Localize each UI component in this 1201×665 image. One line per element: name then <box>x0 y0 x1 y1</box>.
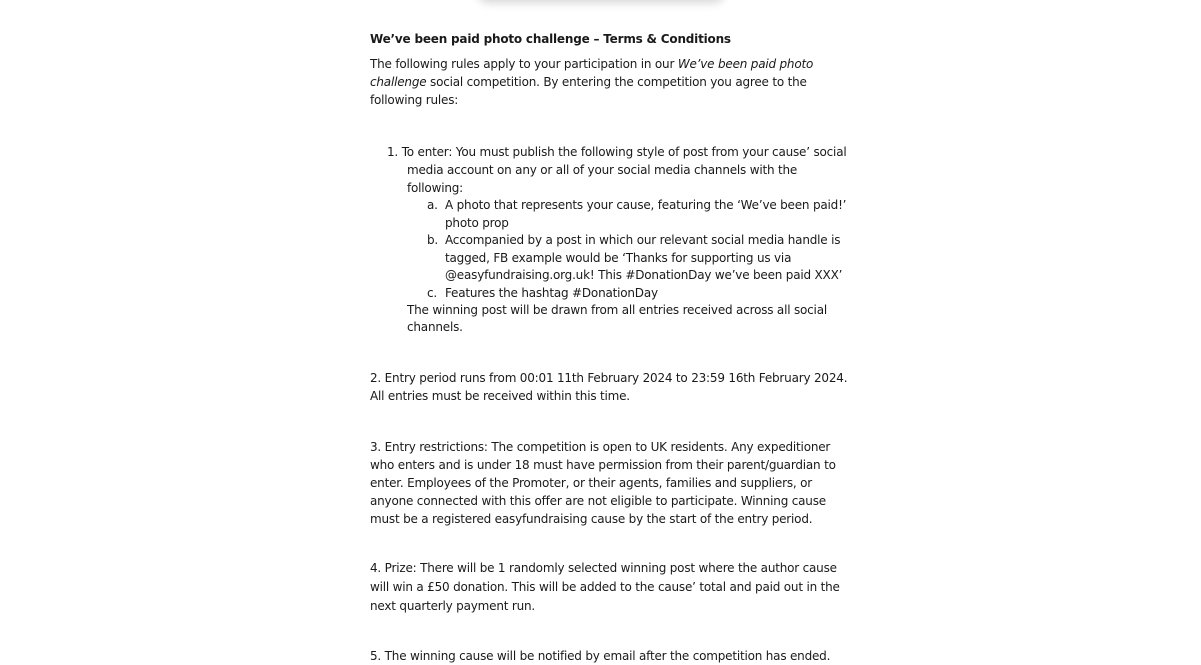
intro-paragraph <box>370 55 850 109</box>
rule-1 <box>387 143 850 336</box>
rule-3: 3. Entry restrictions: The competition is open to UK residents. Any expeditioner who enters and is under 18 must have permission from their parent/guardian to enter. Employees of the Promoter, or their agents, families and suppliers, or anyone connected with this offer are not eligible to participate. Winning cause must be a registered easyfundraising cause by the start of the entry period. <box>370 440 836 526</box>
intro-competition-name: We’ve been paid photo challenge <box>370 57 814 89</box>
rule-5: 5. The winning cause will be notified by email after the competition has ended. <box>370 649 831 663</box>
sub-item-b <box>427 232 850 285</box>
intro-text-start: The following rules apply to your participation in our <box>370 57 678 71</box>
sub-item-c-marker: c. <box>427 285 438 300</box>
rule-1-number: 1. <box>387 145 399 159</box>
rule-1-list <box>370 143 850 336</box>
intro-text-end: social competition. By entering the competition you agree to the following rules: <box>370 75 807 107</box>
rule-1-text: To enter: You must publish the following style of post from your cause’ social media account on any or all of your social media channels with the following: <box>401 145 847 195</box>
sub-item-b-marker: b. <box>427 233 439 247</box>
sub-item-c <box>427 285 850 303</box>
page-title: We’ve been paid photo challenge – Terms & Conditions <box>370 32 731 46</box>
rule-1-heading <box>387 143 850 197</box>
rule-1-sublist <box>407 197 850 302</box>
sub-item-a-text: A photo that represents your cause, featuring the ‘We’ve been paid!’ photo prop <box>445 198 847 230</box>
rule-4: 4. Prize: There will be 1 randomly selected winning post where the author cause will win a £50 donation. This will be added to the cause’ total and paid out in the next quarterly payment run. <box>370 561 840 613</box>
sub-item-a-marker: a. <box>427 198 438 212</box>
sub-item-b-text: Accompanied by a post in which our relevant social media handle is tagged, FB example would be ‘Thanks for supporting us via @easyfundraising.org.uk! This #DonationDay we’ve been paid XXX’ <box>445 233 843 282</box>
sub-item-c-text: Features the hashtag #DonationDay <box>445 285 658 300</box>
rule-1-footnote: The winning post will be drawn from all entries received across all social channels. <box>407 303 827 334</box>
sub-item-a <box>427 197 850 232</box>
rule-2: 2. Entry period runs from 00:01 11th February 2024 to 23:59 16th February 2024. All entries must be received within this time. <box>370 371 848 403</box>
terms-document <box>370 31 850 665</box>
